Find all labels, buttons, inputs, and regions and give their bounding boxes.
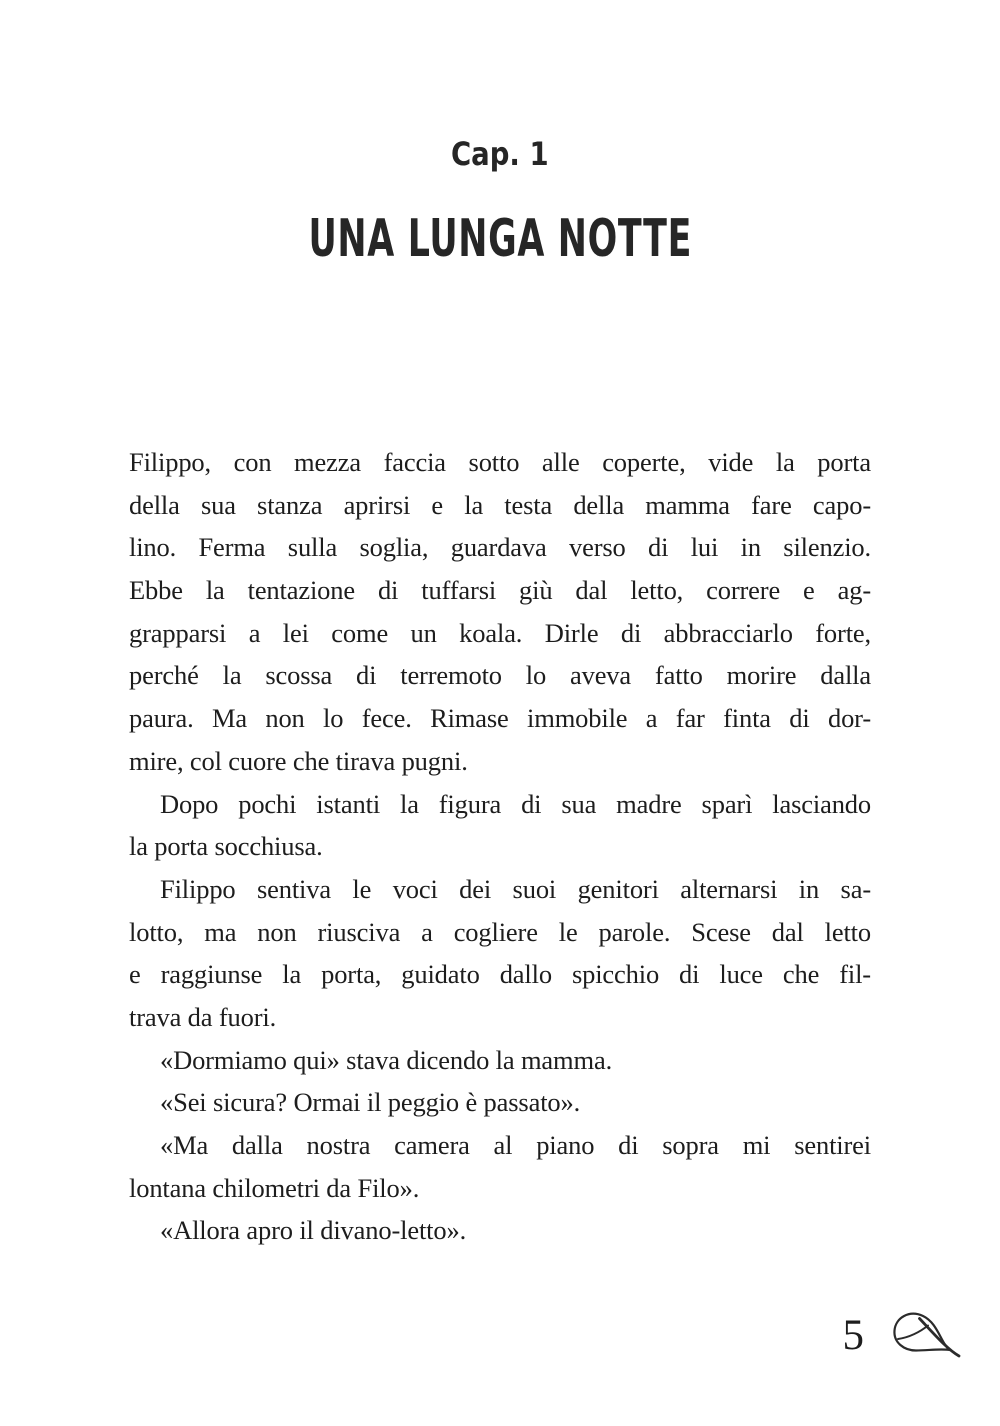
body-line: «Ma dalla nostra camera al piano di sopra mi sentirei (160, 1130, 871, 1160)
body-line: la porta socchiusa. (129, 831, 323, 862)
leaf-icon (891, 1309, 963, 1359)
chapter-label (0, 137, 1000, 172)
body-line: trava da fuori. (129, 1001, 277, 1032)
body-line: mire, col cuore che tirava pugni. (129, 745, 468, 776)
body-line: lontana chilometri da Filo». (129, 1172, 420, 1203)
body-line: Dopo pochi istanti la figura di sua madre sparì lasciando (160, 788, 871, 819)
body-line: lino. Ferma sulla soglia, guardava verso di lui in silenzio. (129, 532, 871, 563)
body-line: Filippo, con mezza faccia sotto alle coperte, vide la porta (129, 447, 871, 477)
body-line: della sua stanza aprirsi e la testa della mamma fare capo- (129, 489, 871, 520)
body-text (129, 441, 871, 1252)
body-line: grapparsi a lei come un koala. Dirle di abbracciarlo forte, (129, 617, 871, 648)
body-line: paura. Ma non lo fece. Rimase immobile a far finta di dor- (129, 703, 871, 734)
body-line: «Sei sicura? Ormai il peggio è passato». (160, 1087, 581, 1118)
body-line: «Dormiamo qui» stava dicendo la mamma. (160, 1044, 613, 1075)
chapter-label-text: Cap. 1 (451, 135, 549, 173)
page-number: 5 (842, 1312, 864, 1359)
body-line: Filippo sentiva le voci dei suoi genitori alternarsi in sa- (160, 873, 871, 904)
chapter-title (0, 211, 1000, 268)
chapter-title-text: UNA LUNGA NOTTE (308, 209, 692, 269)
body-line: perché la scossa di terremoto lo aveva fatto morire dalla (129, 660, 871, 691)
body-line: e raggiunse la porta, guidato dallo spicchio di luce che fil- (129, 959, 871, 990)
body-line: Ebbe la tentazione di tuffarsi giù dal letto, correre e ag- (129, 575, 871, 606)
body-line: lotto, ma non riusciva a cogliere le parole. Scese dal letto (129, 916, 871, 947)
body-line: «Allora apro il divano-letto». (160, 1215, 467, 1246)
